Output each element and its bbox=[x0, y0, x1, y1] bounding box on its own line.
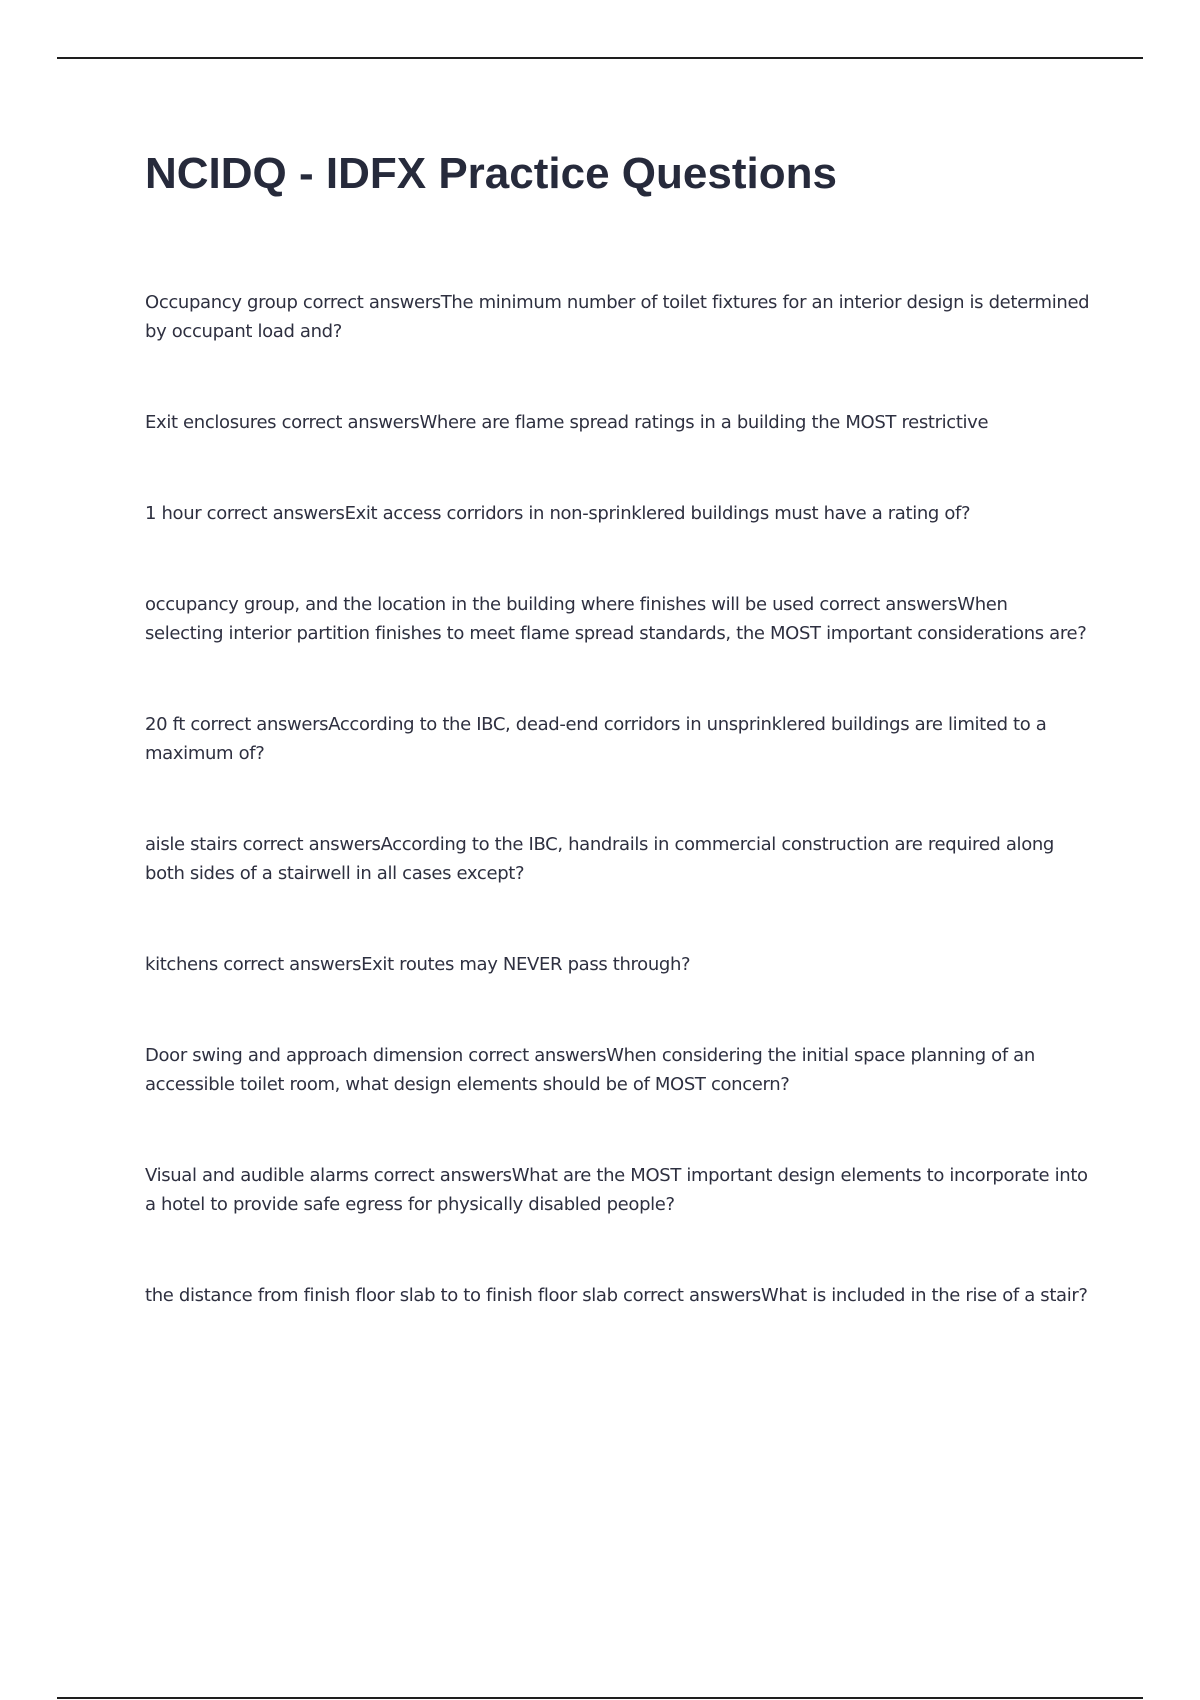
list-item: Door swing and approach dimension correct answersWhen considering the initial space planning of an accessible toilet room, what design elements should be of MOST concern? bbox=[145, 1045, 1035, 1095]
list-item: kitchens correct answersExit routes may NEVER pass through? bbox=[145, 954, 691, 975]
list-item: aisle stairs correct answersAccording to the IBC, handrails in commercial construction are required along both sides of a stairwell in all cases except? bbox=[145, 834, 1054, 884]
footer-rule bbox=[57, 1697, 1143, 1699]
header-rule bbox=[57, 57, 1143, 59]
question-list bbox=[145, 288, 1090, 1310]
list-item: the distance from finish floor slab to to finish floor slab correct answersWhat is included in the rise of a stair? bbox=[145, 1285, 1088, 1306]
list-item: Exit enclosures correct answersWhere are flame spread ratings in a building the MOST restrictive bbox=[145, 412, 989, 433]
list-item: Occupancy group correct answersThe minimum number of toilet fixtures for an interior design is determined by occupant load and? bbox=[145, 292, 1090, 342]
list-item: occupancy group, and the location in the building where finishes will be used correct answersWhen selecting interior partition finishes to meet flame spread standards, the MOST important considerations are? bbox=[145, 594, 1087, 644]
list-item: Visual and audible alarms correct answersWhat are the MOST important design elements to incorporate into a hotel to provide safe egress for physically disabled people? bbox=[145, 1165, 1088, 1215]
list-item: 20 ft correct answersAccording to the IBC, dead-end corridors in unsprinklered buildings are limited to a maximum of? bbox=[145, 714, 1047, 764]
list-item: 1 hour correct answersExit access corridors in non-sprinklered buildings must have a rating of? bbox=[145, 503, 971, 524]
page-title: NCIDQ - IDFX Practice Questions bbox=[145, 149, 837, 198]
